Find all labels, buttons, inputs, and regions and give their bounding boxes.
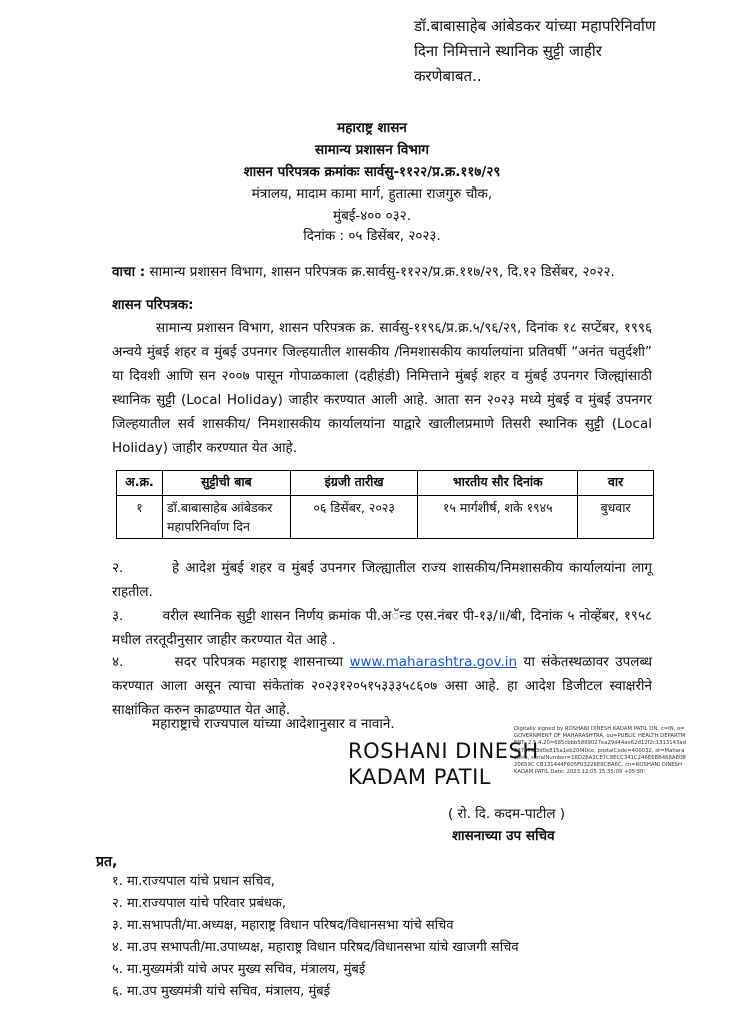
subject-line: करणेबाबत.. bbox=[414, 67, 482, 85]
body-text: सामान्य प्रशासन विभाग, शासन परिपत्रक क्र. सार्वसु-११९६/प्र.क्र.५/९६/२९, दिनांक १८ सप्टेंबर, १९९६ अन्वये मुंबई शहर व मुंबई उपनगर जिल्हयातील शासकीय /निमशासकीय कार्यालयांना प्रतिवर्षी “अनंत चतुर्दशी” या दिवशी आणि सन २००७ पासून गोपाळकाला (दहीहंडी) निमित्ताने मुंबई शहर व मुंबई उपनगर जिल्ह्यांसाठी स्थानिक सुट्टी (Local Holiday) जाहीर करण्यात आली आहे. आता सन २०२३ मध्ये मुंबई व मुंबई उपनगर जिल्हयातील सर्व शासकीय/ निमशासकीय कार्यालयांना याद्वारे खालीलप्रमाणे तिसरी स्थानिक सुट्टी (Local Holiday) जाहीर करण्यात येत आहे. bbox=[112, 320, 652, 456]
point-text: वरील स्थानिक सुट्टी शासन निर्णय क्रमांक पी.अॅन्ड एस.नंबर पी-१३/॥/बी, दिनांक ५ नोव्हेंबर, १९५८ मधील तरतूदीनुसार जाहीर करण्यात येत आहे . bbox=[112, 608, 652, 648]
table-header-row bbox=[117, 471, 654, 496]
point-2 bbox=[112, 556, 652, 604]
column-header: अ.क्र. bbox=[117, 471, 163, 496]
copy-to-label: प्रत, bbox=[96, 854, 118, 870]
point-text: हे आदेश मुंबई शहर व मुंबई उपनगर जिल्ह्यातील राज्य शासकीय/निमशासकीय कार्यालयांना लागू राहतील. bbox=[112, 560, 652, 600]
table-row bbox=[117, 496, 654, 539]
address-line: मुंबई-४०० ०३२. bbox=[333, 208, 411, 224]
list-item: ६. मा.उप मुख्यमंत्री यांचे सचिव, मंत्रालय, मुंबई bbox=[112, 984, 331, 999]
subject-block bbox=[414, 14, 714, 89]
signatory-name-line: ROSHANI DINESH bbox=[348, 739, 539, 763]
website-link[interactable]: www.maharashtra.gov.in bbox=[349, 654, 518, 670]
point-4 bbox=[112, 650, 652, 722]
list-item: २. मा.राज्यपाल यांचे परिवार प्रबंधक, bbox=[112, 896, 286, 911]
point-3-paragraph bbox=[112, 604, 652, 652]
reference-text: सामान्य प्रशासन विभाग, शासन परिपत्रक क्र.सार्वसु-११२२/प्र.क्र.११७/२९, दि.१२ डिसेंबर, २०२२. bbox=[149, 264, 615, 280]
point-text: या संकेतस्थळावर उपलब्ध करण्यात आला असून त्याचा संकेतांक २०२३१२०५१५३३३५८६०७ असा आहे. हा आदेश डिजीटल स्वाक्षरीने साक्षांकित करुन काढण्यात येत आहे. bbox=[112, 654, 652, 718]
point-3 bbox=[112, 604, 652, 652]
signatory-name bbox=[348, 738, 539, 790]
point-number: २. bbox=[112, 560, 124, 576]
column-header: वार bbox=[578, 471, 654, 496]
table-cell: डॉ.बाबासाहेब आंबेडकर महापरिनिर्वाण दिन bbox=[162, 496, 290, 539]
list-item: ५. मा.मुख्यमंत्री यांचे अपर मुख्य सचिव, मंत्रालय, मुंबई bbox=[112, 962, 366, 977]
column-header: भारतीय सौर दिनांक bbox=[418, 471, 578, 496]
department-name: सामान्य प्रशासन विभाग bbox=[315, 142, 429, 158]
circular-date: दिनांक : ०५ डिसेंबर, २०२३. bbox=[303, 228, 441, 244]
digital-signature-details: Digitally signed by ROSHANI DINESH KADAM PATIL DN: c=IN, o=GOVERNMENT OF MAHARASHTRA, ou=PUBLIC HEALTH DEPARTMENT, 2.5.4.20=685cbbb5899027ea29d44ae62d12f2c1313143ad837675 3d0e815a1eb20f40ce, postalCode=400032, st=Maharashtra, serialNumber=16D26A3CE7C8ECC341C246E6BB468A80B20659C CB131444F605F03226E9CBA6C, cn=ROSHANI DINESH KADAM PATIL Date: 2023.12.05 15:35:09 +05'30' bbox=[514, 726, 686, 776]
circular-heading: शासन परिपत्रक: bbox=[112, 297, 194, 313]
holiday-table bbox=[116, 470, 654, 539]
body-paragraph bbox=[112, 316, 652, 460]
address-line: मंत्रालय, मादाम कामा मार्ग, हुतात्मा राजगुरु चौक, bbox=[251, 186, 493, 202]
government-name: महाराष्ट्र शासन bbox=[337, 120, 407, 136]
closing-line: महाराष्ट्राचे राज्यपाल यांच्या आदेशानुसार व नावाने. bbox=[152, 716, 395, 732]
point-4-paragraph bbox=[112, 650, 652, 722]
subject-line: दिना निमित्ताने स्थानिक सुट्टी जाहीर bbox=[414, 42, 602, 60]
circular-number: शासन परिपत्रक क्रमांकः सार्वसु-११२२/प्र.क्र.११७/२९ bbox=[243, 164, 501, 180]
signatory-name-line: KADAM PATIL bbox=[348, 765, 492, 789]
list-item: ३. मा.सभापती/मा.अध्यक्ष, महाराष्ट्र विधान परिषद/विधानसभा यांचे सचिव bbox=[112, 918, 454, 933]
table-cell: १५ मार्गशीर्ष, शके १९४५ bbox=[418, 496, 578, 539]
column-header: सुट्टीची बाब bbox=[162, 471, 290, 496]
subject-line: डॉ.बाबासाहेब आंबेडकर यांच्या महापरिनिर्वाण bbox=[414, 17, 656, 35]
list-item: १. मा.राज्यपाल यांचे प्रधान सचिव, bbox=[112, 874, 275, 889]
table-cell: ०६ डिसेंबर, २०२३ bbox=[290, 496, 418, 539]
list-item: ४. मा.उप सभापती/मा.उपाध्यक्ष, महाराष्ट्र विधान परिषद/विधानसभा यांचे खाजगी सचिव bbox=[112, 940, 519, 955]
point-number: ३. bbox=[112, 608, 124, 624]
table-cell: बुधवार bbox=[578, 496, 654, 539]
signatory-marathi-name: ( रो. दि. कदम-पाटील ) bbox=[448, 806, 566, 822]
column-header: इंग्रजी तारीख bbox=[290, 471, 418, 496]
reference-label: वाचा : bbox=[112, 264, 146, 280]
signatory-designation: शासनाच्या उप सचिव bbox=[452, 828, 555, 844]
table-cell: १ bbox=[117, 496, 163, 539]
point-2-paragraph bbox=[112, 556, 652, 604]
point-text: सदर परिपत्रक महाराष्ट्र शासनाच्या bbox=[174, 654, 344, 670]
reference-line bbox=[112, 262, 615, 280]
point-number: ४. bbox=[112, 654, 124, 670]
